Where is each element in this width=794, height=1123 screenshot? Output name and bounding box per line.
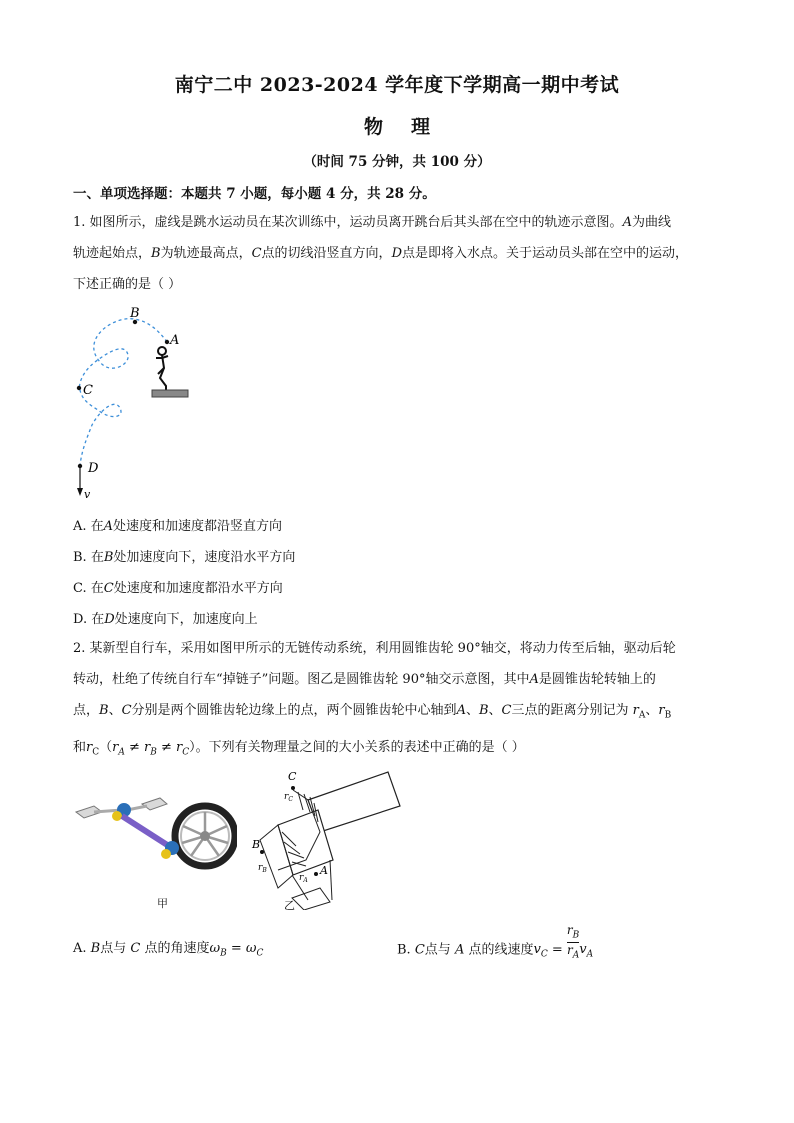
question-1-text: 1. 如图所示，虚线是跳水运动员在某次训练中，运动员离开跳台后其头部在空中的轨迹示意图。A为曲线 轨迹起始点，B为轨迹最高点，C点的切线沿竖直方向，D点是即将入水点。关于运动员头部在空中的运动， 下述正确的是（ ） <box>73 215 689 292</box>
diver-trajectory-figure <box>70 300 210 505</box>
gear-label-c: C <box>288 770 297 783</box>
svg-text:rC: $r_C$ <box>284 792 293 803</box>
exam-note: （时间 75 分钟，共 100 分） <box>303 154 491 170</box>
gear-label-b: B <box>252 838 261 851</box>
q1-option-c[interactable]: C. 在C处速度和加速度都沿水平方向 <box>73 581 283 596</box>
bike-drive-figure <box>72 790 237 885</box>
caption-yi: 乙 <box>284 899 295 912</box>
q2-option-b[interactable]: B. C点与 A 点的线速度$v_C$ = $\frac{r_B}{r_A}$ $v_A$ <box>397 923 594 961</box>
q1-option-b[interactable]: B. 在B处加速度向下，速度沿水平方向 <box>73 550 296 565</box>
label-d: D <box>88 461 99 476</box>
point-c <box>77 386 81 390</box>
point-d <box>78 464 82 468</box>
q1-option-a[interactable]: A. 在A处速度和加速度都沿竖直方向 <box>73 519 283 534</box>
svg-text:rA: $r_A$ <box>299 873 308 884</box>
q1-option-d[interactable]: D. 在D处速度向下，加速度向上 <box>73 612 258 627</box>
bevel-gear-figure <box>248 770 408 910</box>
exam-title: 南宁二中 2023-2024 学年度下学期高一期中考试 <box>174 74 620 96</box>
label-b: B <box>130 306 140 321</box>
subject-title <box>0 112 794 139</box>
gear-label-a: A <box>320 864 328 877</box>
diver-figure <box>156 347 168 390</box>
caption-jia-text: 甲 <box>157 897 168 910</box>
label-a: A <box>170 333 180 348</box>
platform <box>152 390 188 397</box>
subject-char-1: 物 <box>363 116 383 138</box>
question-2-text: 2. 某新型自行车，采用如图甲所示的无链传动系统，利用圆锥齿轮 90°轴交，将动力传至后轴，驱动后轮 转动，杜绝了传统自行车“掉链子”问题。图乙是圆锥齿轮 90°轴交示意图，其中A是圆锥齿轮转轴上的 点，B、C分别是两个圆锥齿轮边缘上的点，两个圆锥齿轮中心轴到A、B、C三点的距离分别记为 $r_A$、$r_B$ 和$r_C(r_A \ne r_B \ne r_C)$。下列有关物理量之间的大小关系的表述中正确的是（ ） <box>73 641 676 758</box>
section-heading: 一、单项选择题：本题共 7 小题，每小题 4 分，共 28 分。 <box>73 186 436 202</box>
q2-option-a[interactable]: A. B点与 C 点的角速度$\omega_B = \omega_C$ <box>73 941 264 959</box>
svg-text:rB: $r_B$ <box>258 863 267 874</box>
label-v: v <box>84 488 91 501</box>
point-a <box>165 340 169 344</box>
label-c: C <box>83 383 93 398</box>
subject-char-2: 理 <box>411 116 431 138</box>
